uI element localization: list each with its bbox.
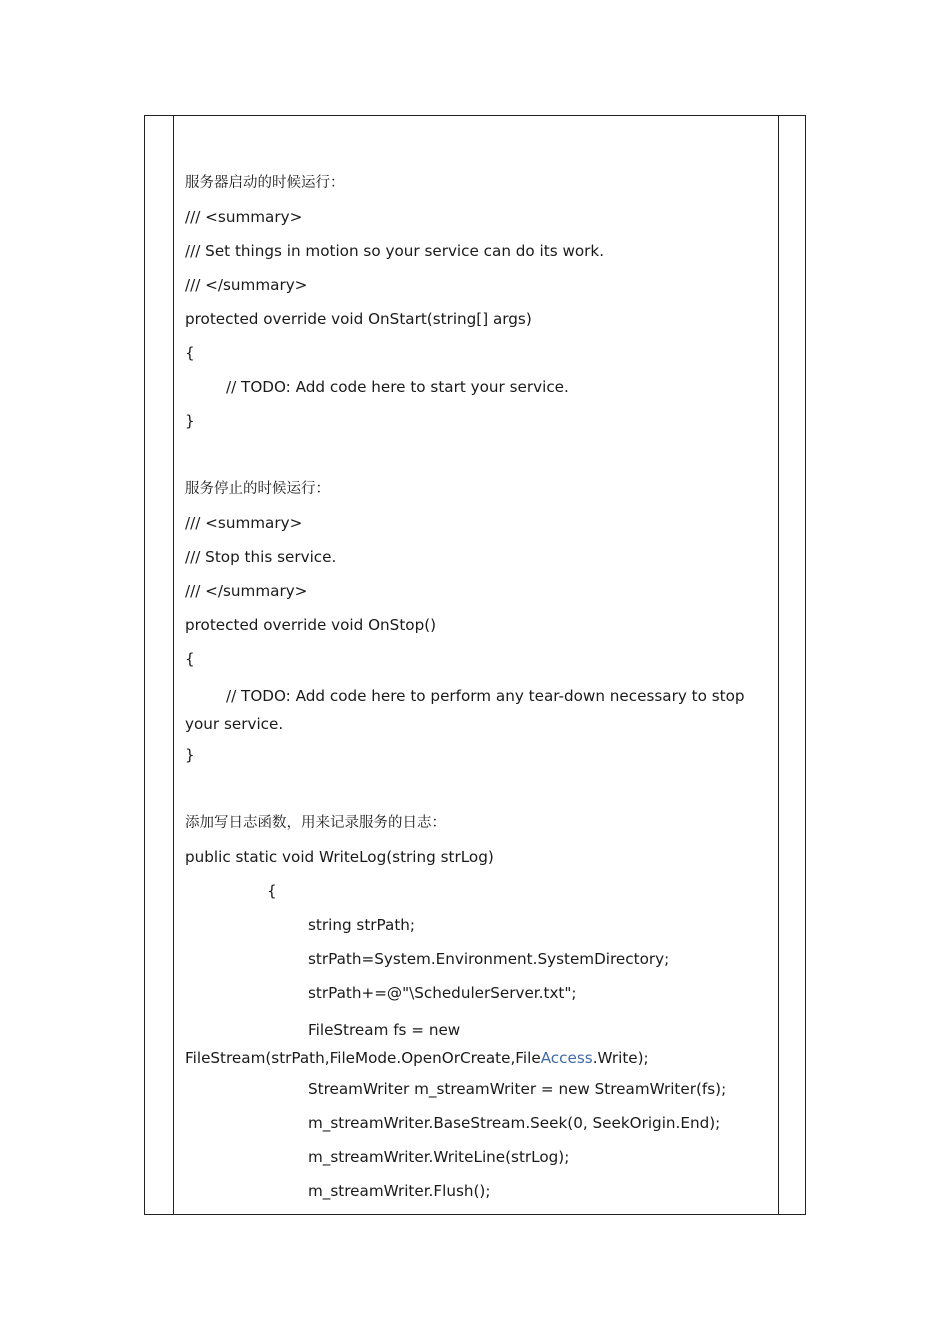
code-line: strPath=System.Environment.SystemDirectory; bbox=[308, 950, 670, 968]
code-line: string strPath; bbox=[308, 916, 416, 934]
code-line-wrapped bbox=[185, 1010, 755, 1072]
code-comment: // TODO: Add code here to start your service. bbox=[226, 378, 569, 396]
code-line: } bbox=[185, 746, 195, 764]
code-text: .Write); bbox=[592, 1049, 649, 1067]
code-line: /// <summary> bbox=[185, 208, 303, 226]
code-line: protected override void OnStart(string[] args) bbox=[185, 310, 532, 328]
code-comment-text: // TODO: Add code here to perform any tear-down necessary to stop your service. bbox=[185, 687, 745, 733]
code-line: /// </summary> bbox=[185, 276, 308, 294]
code-line: public static void WriteLog(string strLog) bbox=[185, 848, 494, 866]
table-right-border bbox=[778, 116, 779, 1214]
code-line: m_streamWriter.Flush(); bbox=[308, 1182, 491, 1200]
code-comment-wrapped bbox=[185, 676, 755, 738]
code-line: m_streamWriter.WriteLine(strLog); bbox=[308, 1148, 570, 1166]
code-line: { bbox=[267, 882, 277, 900]
code-line: StreamWriter m_streamWriter = new StreamWriter(fs); bbox=[308, 1080, 727, 1098]
table-left-border bbox=[173, 116, 174, 1214]
code-text: FileStream fs = new FileStream(strPath,FileMode.OpenOrCreate,File bbox=[185, 1021, 541, 1067]
section-heading-writelog: 添加写日志函数，用来记录服务的日志： bbox=[185, 815, 446, 831]
code-line: /// <summary> bbox=[185, 514, 303, 532]
code-line: strPath+=@"\SchedulerServer.txt"; bbox=[308, 984, 577, 1002]
code-line: /// Set things in motion so your service can do its work. bbox=[185, 242, 605, 260]
code-line: } bbox=[185, 412, 195, 430]
code-line: /// Stop this service. bbox=[185, 548, 337, 566]
code-line: { bbox=[185, 344, 195, 362]
section-heading-onstart: 服务器启动的时候运行： bbox=[185, 175, 345, 191]
section-heading-onstop: 服务停止的时候运行： bbox=[185, 481, 330, 497]
code-line: m_streamWriter.BaseStream.Seek(0, SeekOrigin.End); bbox=[308, 1114, 721, 1132]
code-cell bbox=[185, 166, 755, 1208]
code-keyword: Access bbox=[540, 1049, 593, 1067]
code-line: { bbox=[185, 650, 195, 668]
code-line: /// </summary> bbox=[185, 582, 308, 600]
code-line: protected override void OnStop() bbox=[185, 616, 437, 634]
